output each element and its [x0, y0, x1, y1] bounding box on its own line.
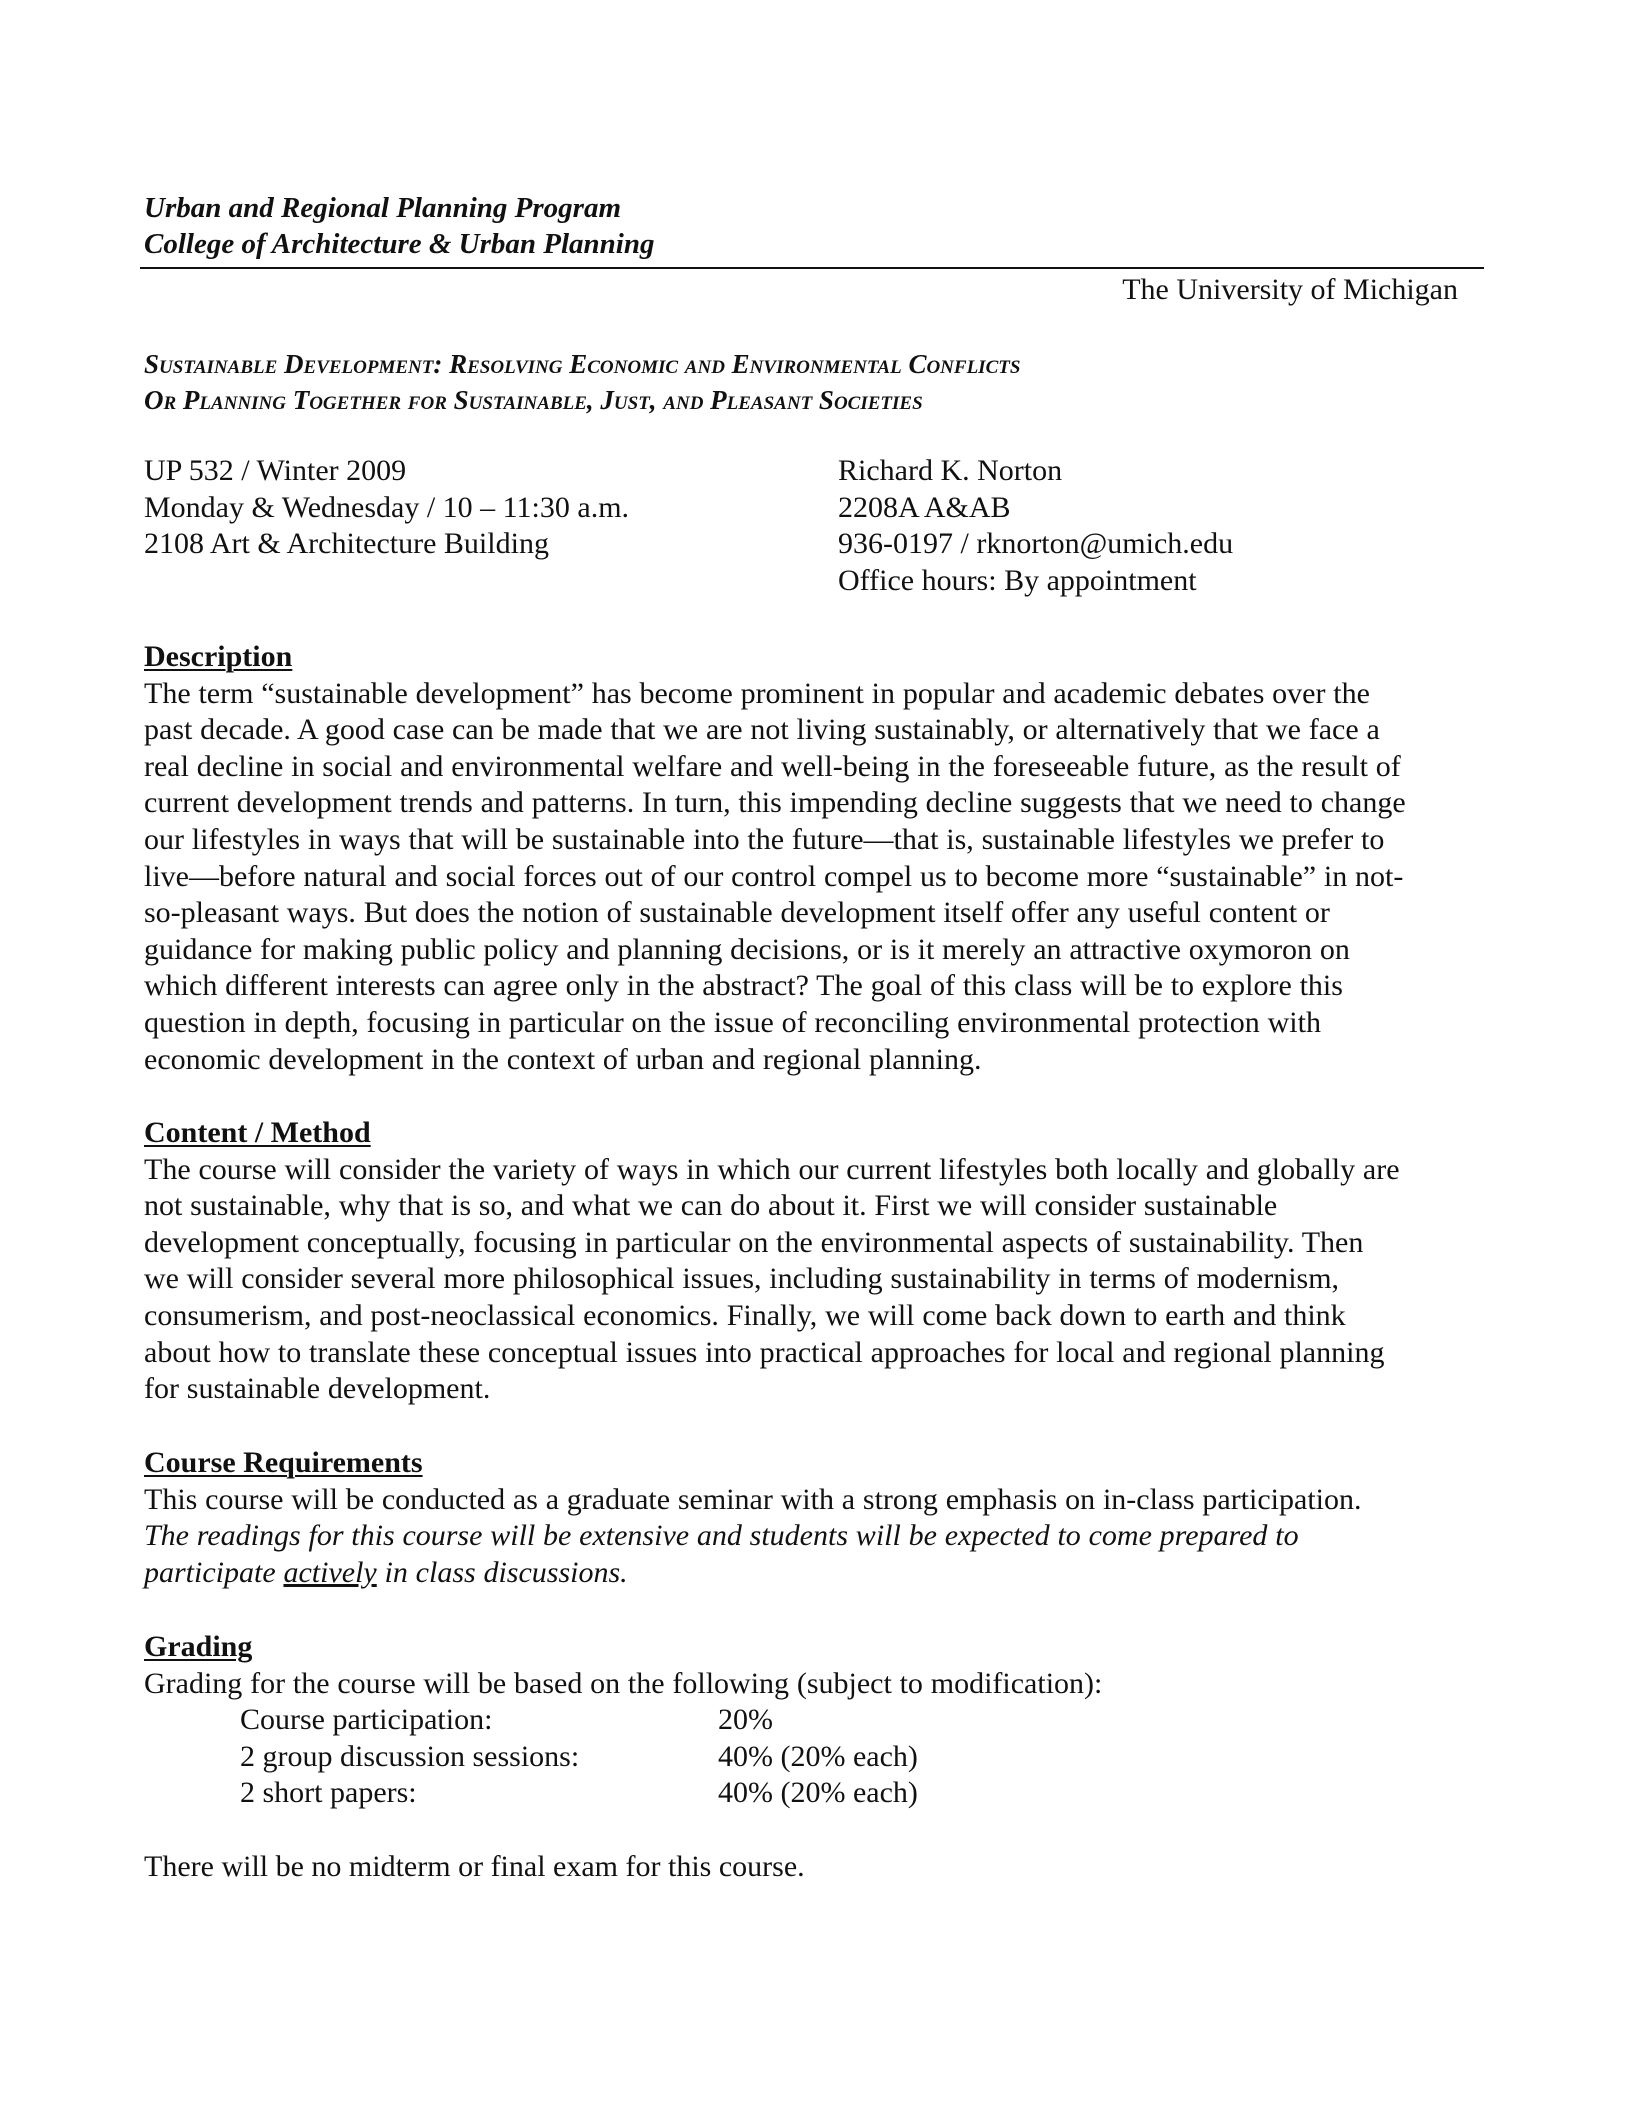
- section-heading: Course Requirements: [144, 1446, 423, 1479]
- requirements-paragraph: [144, 1482, 1484, 1592]
- grade-item-label: 2 group discussion sessions:: [240, 1739, 580, 1773]
- header-rule: [140, 267, 1484, 269]
- table-row: [240, 1739, 918, 1776]
- text-line: question in depth, focusing in particular on the issue of reconciling environmental protection with: [144, 1005, 1321, 1039]
- text-line: current development trends and patterns. In turn, this impending decline suggests that we need to change: [144, 786, 1406, 820]
- text-line: This course will be conducted as a graduate seminar with a strong emphasis on in-class participation.: [144, 1482, 1362, 1516]
- text-line: so-pleasant ways. But does the notion of sustainable development itself offer any useful content or: [144, 896, 1330, 930]
- text-line: not sustainable, why that is so, and what we can do about it. First we will consider sustainable: [144, 1189, 1278, 1223]
- text-fragment: participate: [144, 1555, 284, 1589]
- instructor-name: Richard K. Norton: [838, 454, 1063, 487]
- syllabus-page: [144, 0, 1484, 2120]
- grade-item-value: 40% (20% each): [718, 1776, 918, 1810]
- program-name: Urban and Regional Planning Program: [144, 192, 621, 224]
- grade-item-label: Course participation:: [240, 1703, 493, 1737]
- text-line: The course will consider the variety of ways in which our current lifestyles both locally and globally are: [144, 1152, 1400, 1186]
- text-line: The term “sustainable development” has become prominent in popular and academic debates over the: [144, 676, 1370, 710]
- text-line: consumerism, and post-neoclassical economics. Finally, we will come back down to earth and think: [144, 1298, 1346, 1332]
- text-line: our lifestyles in ways that will be sustainable into the future—that is, sustainable lifestyles we prefer to: [144, 822, 1385, 856]
- section-heading: Grading: [144, 1630, 253, 1663]
- text-line: development conceptually, focusing in particular on the environmental aspects of sustainability. Then: [144, 1225, 1364, 1259]
- text-line: The readings for this course will be extensive and students will be expected to come prepared to: [144, 1519, 1299, 1553]
- university-name: The University of Michigan: [1122, 273, 1458, 306]
- grading-section: [144, 1629, 1484, 1812]
- table-row: [240, 1775, 918, 1812]
- meeting-location: 2108 Art & Architecture Building: [144, 527, 549, 561]
- college-name: College of Architecture & Urban Planning: [144, 228, 655, 260]
- grading-table: [240, 1702, 918, 1812]
- text-line: economic development in the context of urban and regional planning.: [144, 1042, 982, 1076]
- grade-item-value: 40% (20% each): [718, 1739, 918, 1773]
- course-info: [144, 453, 804, 563]
- text-fragment: in class discussions.: [376, 1555, 628, 1589]
- grade-item-value: 20%: [718, 1703, 773, 1737]
- office-hours: Office hours: By appointment: [838, 563, 1197, 597]
- text-line: real decline in social and environmental welfare and well-being in the foreseeable future, as the result of: [144, 749, 1401, 783]
- instructor-office: 2208A A&AB: [838, 490, 1011, 524]
- text-line: we will consider several more philosophical issues, including sustainability in terms of modernism,: [144, 1262, 1340, 1296]
- grading-intro: Grading for the course will be based on the following (subject to modification):: [144, 1666, 1103, 1700]
- description-paragraph: [144, 676, 1484, 1079]
- section-heading: Content / Method: [144, 1116, 371, 1149]
- text-line: [144, 1555, 1484, 1592]
- course-title-line-1: Sustainable Development: Resolving Economic and Environmental Conflicts: [144, 349, 1021, 379]
- exam-note: There will be no midterm or final exam for this course.: [144, 1850, 805, 1883]
- text-line: for sustainable development.: [144, 1372, 491, 1406]
- grade-item-label: 2 short papers:: [240, 1776, 417, 1810]
- instructor-info: [838, 453, 1478, 599]
- table-row: [240, 1702, 918, 1739]
- meeting-time: Monday & Wednesday / 10 – 11:30 a.m.: [144, 490, 630, 524]
- program-header: [144, 190, 1484, 262]
- text-line: live—before natural and social forces out of our control compel us to become more “sustainable” in not-: [144, 859, 1404, 893]
- emphasis-text: actively: [283, 1555, 377, 1589]
- text-line: about how to translate these conceptual issues into practical approaches for local and regional planning: [144, 1335, 1385, 1369]
- section-heading: Description: [144, 640, 293, 673]
- text-line: past decade. A good case can be made that we are not living sustainably, or alternatively that we face a: [144, 713, 1380, 747]
- course-title-line-2: Or Planning Together for Sustainable, Just, and Pleasant Societies: [144, 385, 923, 415]
- content-method-paragraph: [144, 1152, 1484, 1408]
- content-method-section: [144, 1115, 1484, 1408]
- description-section: [144, 639, 1484, 1078]
- course-title: [144, 346, 1484, 418]
- text-line: guidance for making public policy and planning decisions, or is it merely an attractive oxymoron on: [144, 932, 1350, 966]
- course-requirements-section: [144, 1445, 1484, 1591]
- instructor-contact: 936-0197 / rknorton@umich.edu: [838, 527, 1234, 561]
- text-line: which different interests can agree only in the abstract? The goal of this class will be to explore this: [144, 969, 1343, 1003]
- course-number-term: UP 532 / Winter 2009: [144, 454, 407, 487]
